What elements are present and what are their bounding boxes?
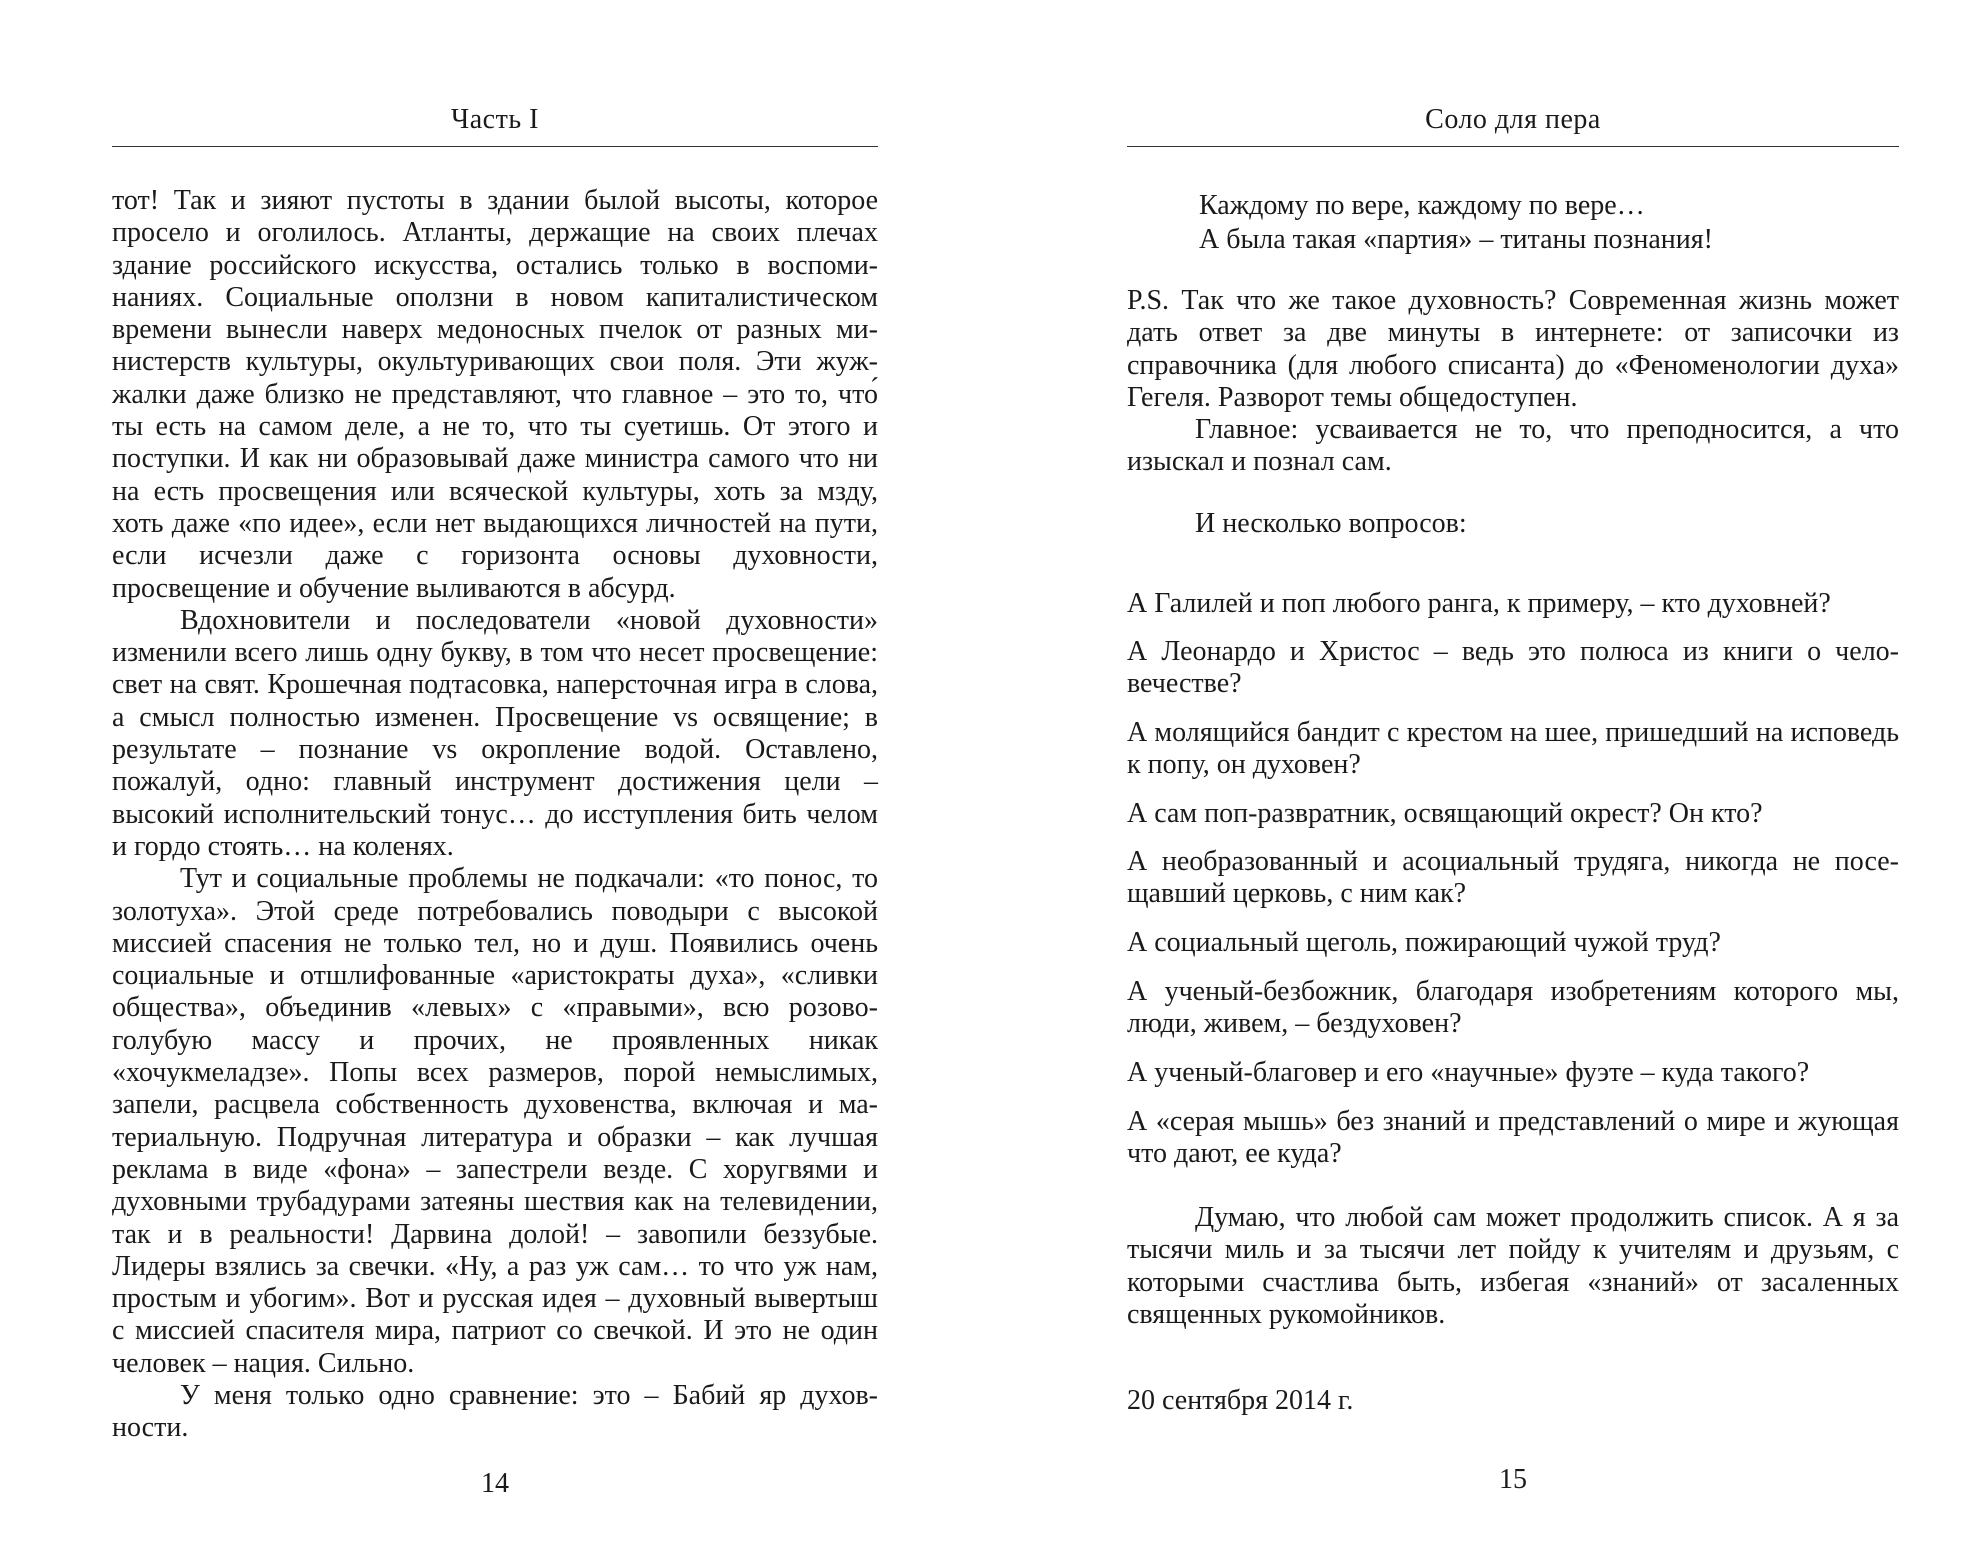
question-item: А ученый-безбожник, благодаря изобретениям которого мы, люди, живем, – бездуховен? (1127, 976, 1899, 1039)
questions-intro-block (1127, 508, 1899, 540)
left-page (112, 0, 878, 1552)
question-item: А молящийся бандит с крестом на шее, пришедший на исповедь к попу, он духовен? (1127, 717, 1899, 780)
closing-block (1127, 1202, 1899, 1331)
main-paragraph: Главное: усваивается не то, что преподносится, а что изыскал и познал сам. (1127, 414, 1899, 478)
question-item: А «серая мышь» без знаний и представлений о мире и жующая что дают, ее куда? (1127, 1106, 1899, 1169)
header-rule-right (1127, 146, 1899, 147)
left-paragraph-3: Тут и социальные проблемы не подкачали: «то понос, то золотуха». Этой среде потребовались поводыри с высокой миссией спасения не только тел, но и душ. Появились очень социальные и отшлифованные «аристократы духа», «сливки общества», объединив «левых» с «правыми», всю розово-голубую массу и прочих, не проявленных никак «хочукмеладзе». Попы всех размеров, порой немыслимых, запели, расцвела собственность духовенства, включая и материальную. Подручная литература и образки – как лучшая реклама в виде «фона» – запестрели везде. С хоругвями и духовными трубадурами затеяны шествия как на телевидении, так и в реальности! Дарвина долой! – завопили беззубые. Лидеры взялись за свечки. «Ну, а раз уж сам… то что уж нам, простым и убогим». Вот и русская идея – духовный вывертыш с миссией спасителя мира, патриот со свечкой. И это не один человек – нация. Сильно. (112, 863, 878, 1379)
question-item: А ученый-благовер и его «научные» фуэте – куда такого? (1127, 1057, 1810, 1088)
closing-paragraph: Думаю, что любой сам может продолжить список. А я за тысячи миль и за тысячи лет пойду к учителям и друзьям, с которыми счастлива быть, избегая «знаний» от засаленных священных рукомойников. (1127, 1202, 1899, 1330)
verse-block (1199, 189, 1713, 257)
question-item: А Галилей и поп любого ранга, к примеру, – кто духовней? (1127, 588, 1831, 619)
question-item: А Леонардо и Христос – ведь это полюса из книги о человечестве? (1127, 636, 1899, 699)
left-paragraph-1: тот! Так и зияют пустоты в здании былой высоты, которое просело и оголилось. Атланты, держащие на своих плечах здание российского искусства, остались только в воспоминаниях. Социальные оползни в новом капиталистическом времени вынесли наверх медоносных пчелок от разных министерств культуры, окультуривающих свои поля. Эти жужжалки даже близко не представляют, что главное – это то, что́ ты есть на самом деле, а не то, что ты суетишь. От этого и поступки. И как ни образовывай даже министра самого что ни на есть просвещения или всяческой культуры, хоть за мзду, хоть даже «по идее», если нет выдающихся личностей на пути, если исчезли даже с горизонта основы духовности, просвещение и обучение выливаются в абсурд. (112, 185, 878, 604)
left-paragraph-4: У меня только одно сравнение: это – Бабий яр духовности. (112, 1379, 878, 1444)
question-item: А необразованный и асоциальный трудяга, никогда не посещавший церковь, с ним как? (1127, 846, 1899, 909)
ps-block (1127, 285, 1899, 479)
verse-line: А была такая «партия» – титаны познания! (1199, 224, 1713, 255)
page-number-right: 15 (1499, 1464, 1527, 1495)
ps-paragraph: P.S. Так что же такое духовность? Современная жизнь может дать ответ за две минуты в интернете: от записочки из справочника (для любого списанта) до «Феноменологии духа» Гегеля. Разворот темы общедоступен. (1127, 285, 1899, 413)
right-page (1127, 0, 1899, 1552)
question-item: А сам поп-развратник, освящающий окрест? Он кто? (1127, 798, 1763, 829)
question-item: А социальный щеголь, пожирающий чужой труд? (1127, 927, 1721, 958)
header-rule-left (112, 146, 878, 147)
page-number-left: 14 (481, 1468, 509, 1499)
left-body-text (112, 185, 878, 1445)
left-paragraph-2: Вдохновители и последователи «новой духовности» изменили всего лишь одну букву, в том что несет просвещение: свет на свят. Крошечная подтасовка, наперсточная игра в слова, а смысл полностью изменен. Просвещение vs освящение; в результате – познание vs окропление водой. Оставлено, пожалуй, одно: главный инструмент достижения цели – высокий исполнительский тонус… до исступления бить челом и гордо стоять… на коленях. (112, 604, 878, 862)
running-head-left: Часть I (451, 104, 539, 135)
running-head-right: Соло для пера (1425, 104, 1601, 135)
verse-line: Каждому по вере, каждому по вере… (1199, 190, 1645, 221)
date-line: 20 сентября 2014 г. (1127, 1385, 1354, 1416)
questions-intro: И несколько вопросов: (1195, 508, 1467, 539)
